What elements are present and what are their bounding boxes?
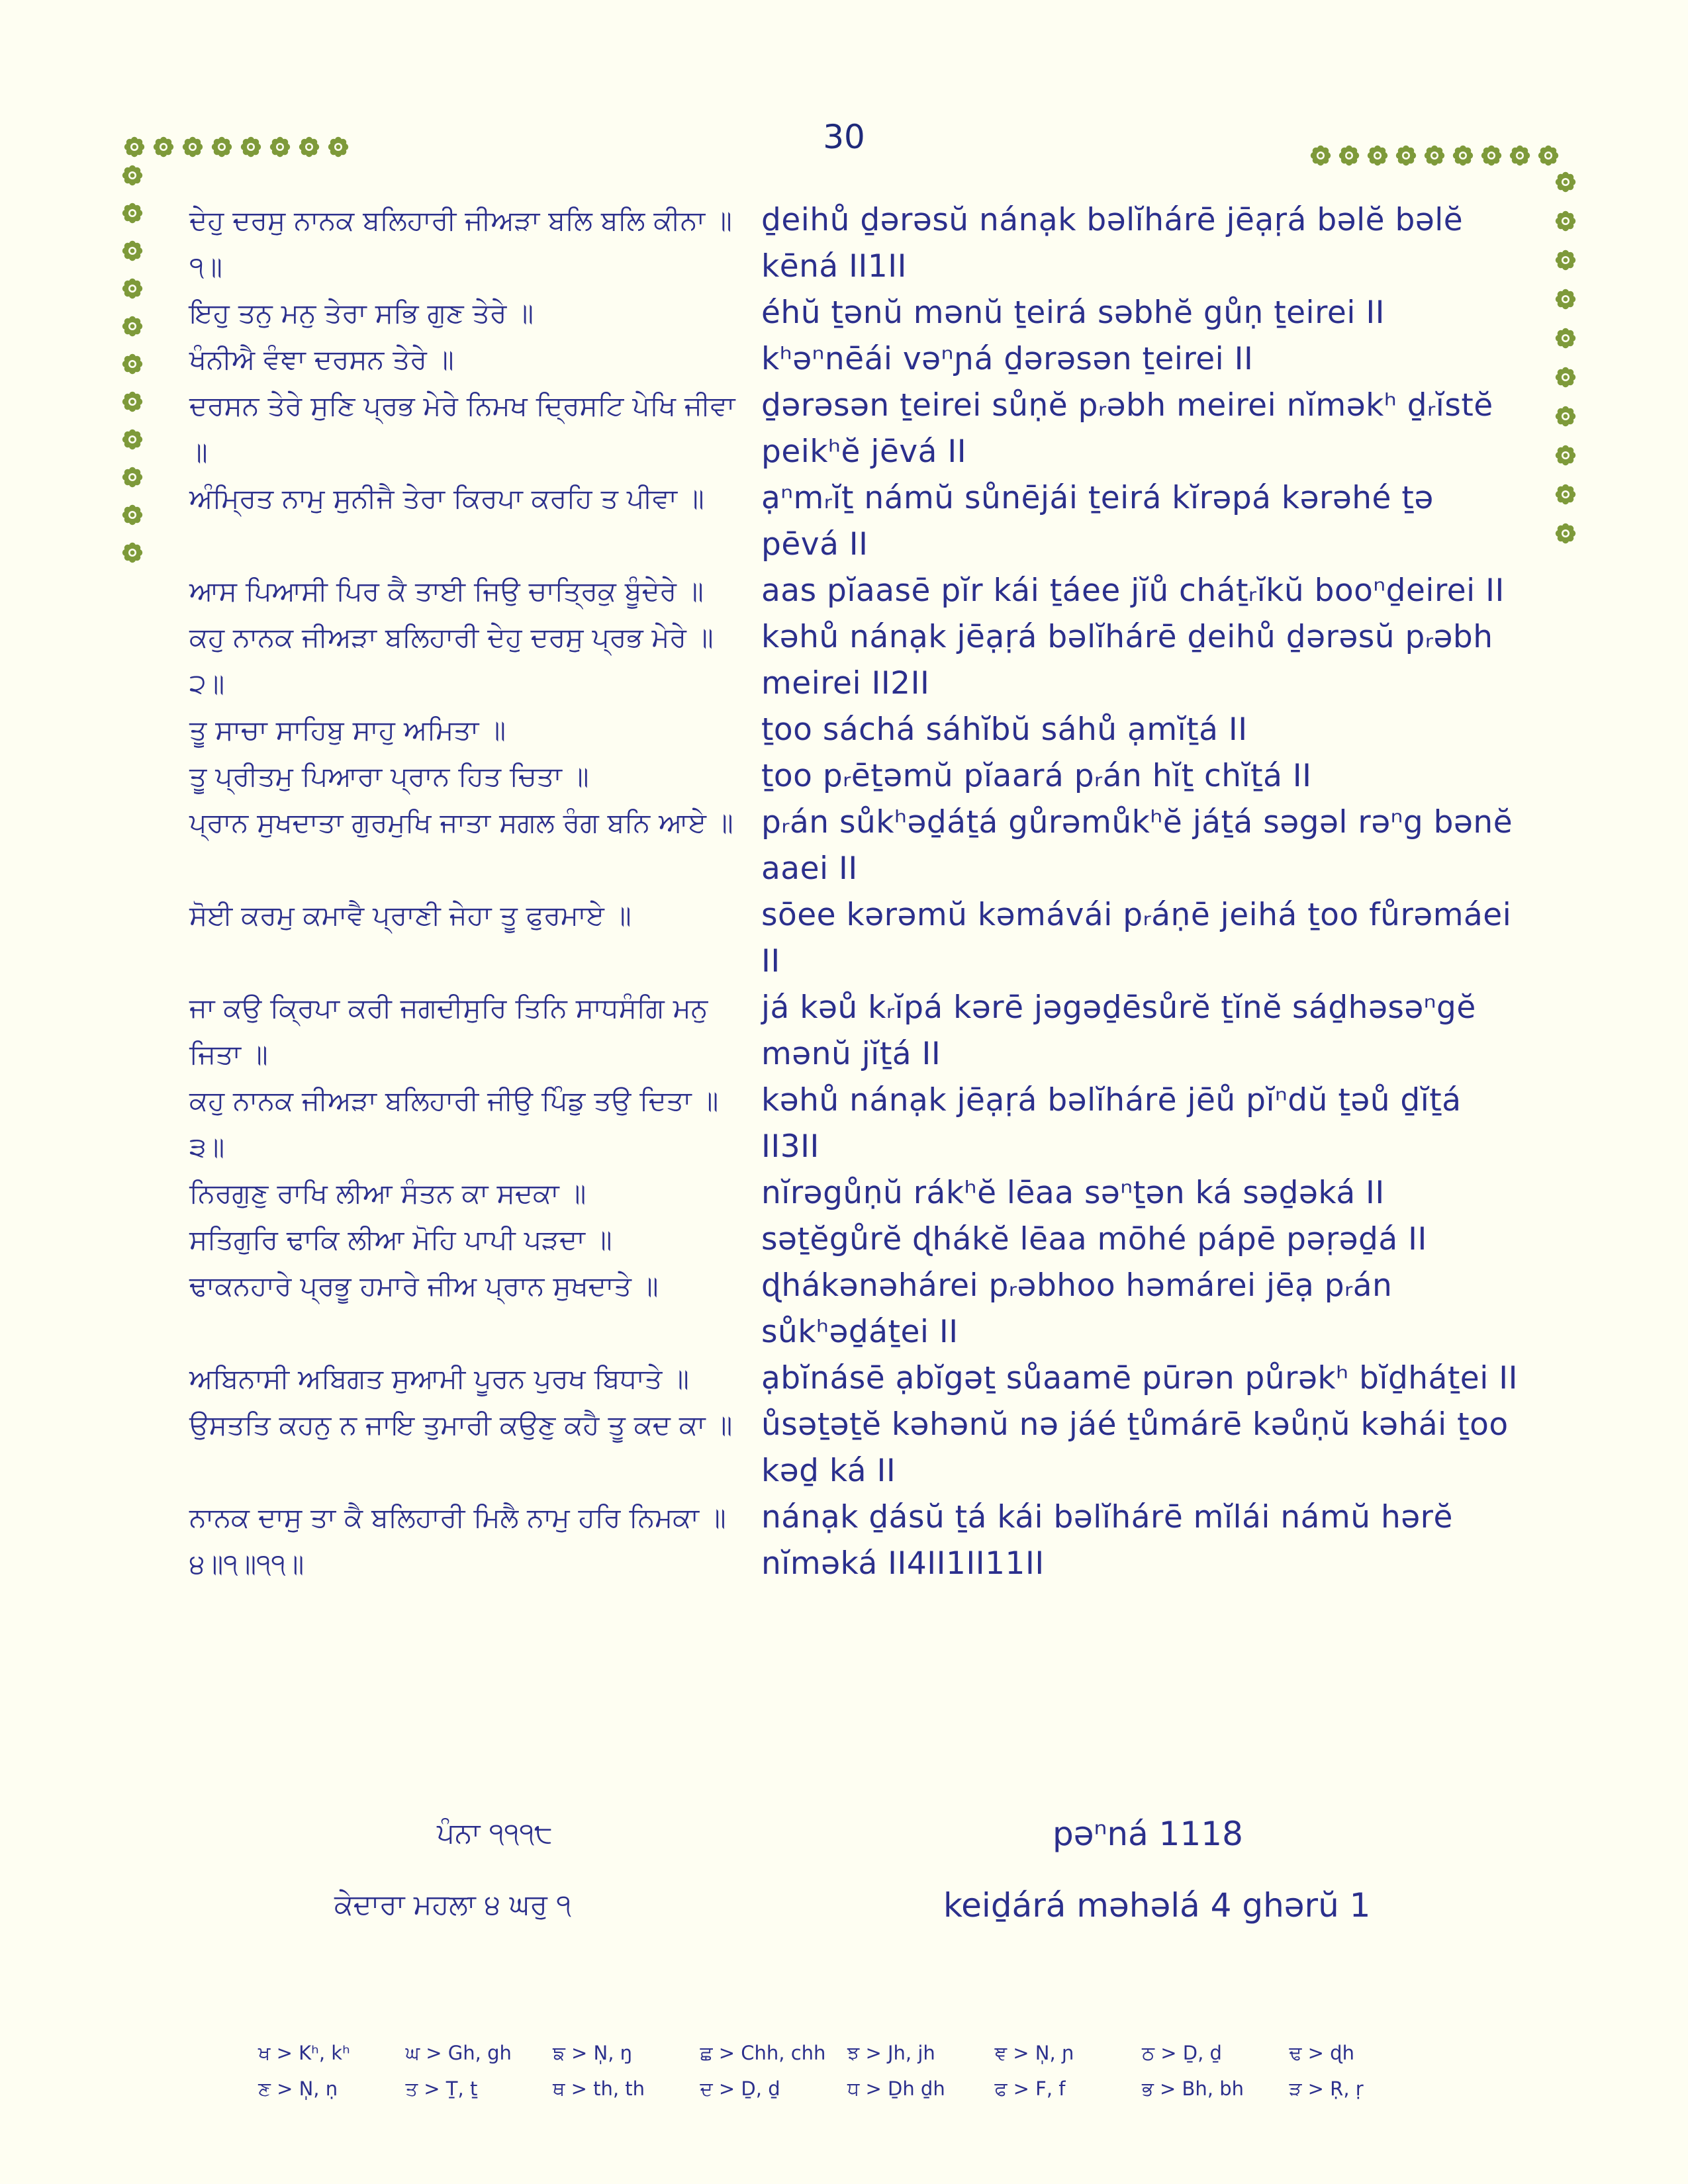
flower-icon [1338,144,1360,167]
legend-item: ਢ > ɖh [1289,2041,1354,2064]
flower-icon [123,136,146,158]
page-number: 30 [823,118,865,156]
verse-table [189,197,1520,1587]
verse-row [189,475,1520,568]
legend-row [258,2035,1436,2071]
flower-icon [1554,171,1577,193]
raag-heading-translit: keiḏárá məhəlá 4 ghərŭ 1 [943,1886,1371,1925]
flower-icon [1554,249,1577,271]
verse-gurmukhi: ਖੰਨੀਐ ਵੰਞਾ ਦਰਸਨ ਤੇਰੇ ॥ [189,343,454,375]
verse-transliteration: kʰəⁿnēái vəⁿɲá ḏərəsən ṯeirei II [761,341,1254,377]
verse-gurmukhi: ਇਹੁ ਤਨੁ ਮਨੁ ਤੇਰਾ ਸਭਿ ਗੁਣ ਤੇਰੇ ॥ [189,297,534,329]
verse-gurmukhi: ਦੇਹੁ ਦਰਸੁ ਨਾਨਕ ਬਲਿਹਾਰੀ ਜੀਅੜਾ ਬਲਿ ਬਲਿ ਕੀਨਾ ॥੧॥ [189,205,732,283]
verse-gurmukhi: ਆਸ ਪਿਆਸੀ ਪਿਰ ਕੈ ਤਾਈ ਜਿਉ ਚਾਤ੍ਰਿਕੁ ਬੂੰਦੇਰੇ ॥ [189,575,704,607]
flower-icon [121,466,144,488]
flower-border-right [1552,171,1579,545]
page-ref-gurmukhi: ਪੰਨਾ ੧੧੧੮ [437,1817,553,1849]
verse-transliteration: já kəů kᵣĭpá kərē jəgəḏēsůrĕ ṯĭnĕ sáḏhəsəⁿgĕ mənŭ jĭṯá II [761,989,1476,1072]
verse-row [189,1494,1520,1587]
flower-icon [121,390,144,413]
verse-row [189,197,1520,290]
flower-icon [1395,144,1417,167]
verse-transliteration: ṯoo pᵣēṯəmŭ pĭaará pᵣán hĭṯ chĭṯá II [761,758,1312,794]
legend-item: ਝ > Jh, jh [847,2041,935,2064]
legend-item: ਥ > th, th [553,2077,645,2100]
legend-item: ਖ > Kʰ, kʰ [258,2041,350,2064]
flower-icon [1452,144,1474,167]
flower-icon [1480,144,1503,167]
flower-icon [1366,144,1389,167]
verse-row [189,1355,1520,1402]
verse-gurmukhi: ਢਾਕਨਹਾਰੇ ਪ੍ਰਭੂ ਹਮਾਰੇ ਜੀਅ ਪ੍ਰਾਨ ਸੁਖਦਾਤੇ ॥ [189,1270,659,1302]
raag-heading-gurmukhi: ਕੇਦਾਰਾ ਮਹਲਾ ੪ ਘਰੁ ੧ [334,1888,572,1921]
verse-transliteration: səṯĕgůrĕ ɖhákĕ lēaa mōhé pápē pəṛəḏá II [761,1221,1427,1257]
verse-row [189,1216,1520,1263]
verse-gurmukhi: ਅੰਮ੍ਰਿਤ ਨਾਮੁ ਸੁਨੀਜੈ ਤੇਰਾ ਕਿਰਪਾ ਕਰਹਿ ਤ ਪੀਵਾ ॥ [189,482,704,514]
verse-row [189,753,1520,799]
flower-icon [1554,327,1577,349]
page-ref-translit: pəⁿná 1118 [1053,1815,1243,1853]
verse-transliteration: éhŭ ṯənŭ mənŭ ṯeirá səbhĕ gůṇ ṯeirei II [761,295,1385,331]
verse-row [189,1402,1520,1494]
flower-icon [1554,366,1577,388]
verse-transliteration: nánạk ḏásŭ ṯá kái bəlĭhárē mĭlái námŭ hərĕ nĭməká II4II1II11II [761,1499,1453,1582]
verse-row [189,1170,1520,1216]
legend-item: ਘ > Gh, gh [405,2041,512,2064]
verse-gurmukhi: ਦਰਸਨ ਤੇਰੇ ਸੁਣਿ ਪ੍ਰਭ ਮੇਰੇ ਨਿਮਖ ਦ੍ਰਿਸਟਿ ਪੇਖਿ ਜੀਵਾ ॥ [189,390,735,468]
flower-icon [298,136,320,158]
flower-icon [121,315,144,338]
flower-icon [121,240,144,262]
verse-gurmukhi: ਕਹੁ ਨਾਨਕ ਜੀਅੜਾ ਬਲਿਹਾਰੀ ਦੇਹੁ ਦਰਸੁ ਪ੍ਰਭ ਮੇਰੇ ॥੨॥ [189,621,714,700]
flower-icon [1309,144,1332,167]
verse-gurmukhi: ਤੂ ਪ੍ਰੀਤਮੁ ਪਿਆਰਾ ਪ੍ਰਾਨ ਹਿਤ ਚਿਤਾ ॥ [189,760,589,792]
verse-transliteration: ạbĭnásē ạbĭgəṯ sůaamē pūrən půrəkʰ bĭḏháṯei II [761,1360,1518,1396]
verse-gurmukhi: ਜਾ ਕਉ ਕ੍ਰਿਪਾ ਕਰੀ ਜਗਦੀਸੁਰਿ ਤਿਨਿ ਸਾਧਸੰਗਿ ਮਨੁ ਜਿਤਾ ॥ [189,992,708,1070]
verse-row [189,290,1520,336]
flower-icon [121,353,144,375]
verse-gurmukhi: ਸੋਈ ਕਰਮੁ ਕਮਾਵੈ ਪ੍ਰਾਣੀ ਜੇਹਾ ਤੂ ਫੁਰਮਾਏ ॥ [189,899,632,931]
legend-item: ਦ > Ḏ, ḏ [700,2077,780,2100]
verse-gurmukhi: ਨਿਰਗੁਣੁ ਰਾਖਿ ਲੀਆ ਸੰਤਨ ਕਾ ਸਦਕਾ ॥ [189,1177,586,1209]
verse-transliteration: ɖhákənəhárei pᵣəbhoo həmárei jēạ pᵣán sůkʰəḏáṯei II [761,1267,1393,1350]
verse-transliteration: kəhů nánạk jēạṛá bəlĭhárē jēů pĭⁿdŭ ṯəů ḏĭṯá II3II [761,1082,1462,1165]
flower-icon [1554,405,1577,428]
legend-item: ਣ > N̩, ṇ [258,2077,338,2100]
verse-row [189,614,1520,707]
legend-item: ਠ > Ḏ, ḏ [1142,2041,1222,2064]
legend-item: ਞ > N̩, ɲ [994,2041,1074,2064]
flower-icon [121,428,144,451]
verse-transliteration: ạⁿmᵣĭṯ námŭ sůnējái ṯeirá kĭrəpá kərəhé ṯə pēvá II [761,480,1434,563]
verse-row [189,568,1520,614]
flower-icon [1537,144,1560,167]
flower-icon [1554,288,1577,310]
flower-icon [121,541,144,564]
verse-row [189,799,1520,892]
flower-icon [121,202,144,224]
verse-row [189,985,1520,1077]
flower-icon [1554,210,1577,232]
flower-icon [121,504,144,526]
verse-transliteration: ṯoo sáchá sáhĭbŭ sáhů ạmĭṯá II [761,711,1248,748]
verse-transliteration: aas pĭaasē pĭr kái ṯáee jĭů cháṯᵣĭkŭ booⁿḏeirei II [761,572,1505,609]
transliteration-legend [258,2035,1436,2107]
verse-row [189,1263,1520,1355]
flower-icon [240,136,262,158]
legend-item: ੜ > Ṛ, ṛ [1289,2077,1364,2100]
flower-icon [152,136,175,158]
verse-transliteration: nĭrəgůṇŭ rákʰĕ lēaa səⁿṯən ká səḏəká II [761,1175,1385,1211]
verse-gurmukhi: ਨਾਨਕ ਦਾਸੁ ਤਾ ਕੈ ਬਲਿਹਾਰੀ ਮਿਲੈ ਨਾਮੁ ਹਰਿ ਨਿਮਕਾ ॥੪॥੧॥੧੧॥ [189,1502,726,1580]
verse-transliteration: ḏərəsən ṯeirei sůṇĕ pᵣəbh meirei nĭməkʰ ḏᵣĭstĕ peikʰĕ jēvá II [761,387,1493,470]
flower-icon [1554,483,1577,506]
verse-transliteration: kəhů nánạk jēạṛá bəlĭhárē ḏeihů ḏərəsŭ pᵣəbh meirei II2II [761,619,1493,702]
legend-item: ਙ > N̩, ŋ [553,2041,633,2064]
flower-icon [1554,522,1577,545]
legend-item: ਧ > Ḏh ḏh [847,2077,945,2100]
flower-border-left [119,164,146,564]
verse-row [189,336,1520,383]
flower-icon [211,136,233,158]
verse-transliteration: ůsəṯəṯĕ kəhənŭ nə jáé ṯůmárē kəůṇŭ kəhái ṯoo kəḏ ká II [761,1406,1509,1489]
legend-row [258,2071,1436,2107]
flower-icon [181,136,204,158]
flower-icon [1423,144,1446,167]
verse-row [189,1077,1520,1170]
verse-row [189,383,1520,475]
flower-icon [1509,144,1531,167]
legend-item: ਤ > Ṯ, ṯ [405,2077,478,2100]
flower-icon [269,136,291,158]
verse-transliteration: sōee kərəmŭ kəmávái pᵣáṇē jeihá ṯoo fůrəmáei II [761,897,1512,979]
verse-transliteration: pᵣán sůkʰəḏáṯá gůrəmůkʰĕ jáṯá səgəl rəⁿg bənĕ aaei II [761,804,1513,887]
legend-item: ਛ > Chh, chh [700,2041,826,2064]
flower-icon [121,164,144,187]
legend-item: ਫ > F, f [994,2077,1066,2100]
flower-border-top-left [123,134,350,160]
verse-row [189,707,1520,753]
verse-row [189,892,1520,985]
verse-gurmukhi: ਕਹੁ ਨਾਨਕ ਜੀਅੜਾ ਬਲਿਹਾਰੀ ਜੀਉ ਪਿੰਡੁ ਤਉ ਦਿਤਾ ॥੩॥ [189,1085,719,1163]
verse-gurmukhi: ਅਬਿਨਾਸੀ ਅਬਿਗਤ ਸੁਆਮੀ ਪੂਰਨ ਪੁਰਖ ਬਿਧਾਤੇ ॥ [189,1363,689,1394]
verse-gurmukhi: ਸਤਿਗੁਰਿ ਢਾਕਿ ਲੀਆ ਮੋਹਿ ਪਾਪੀ ਪੜਦਾ ॥ [189,1224,612,1255]
flower-border-top-right [1309,142,1560,169]
verse-gurmukhi: ਤੂ ਸਾਚਾ ਸਾਹਿਬੁ ਸਾਹੁ ਅਮਿਤਾ ॥ [189,714,506,746]
flower-icon [1554,444,1577,467]
verse-gurmukhi: ਪ੍ਰਾਨ ਸੁਖਦਾਤਾ ਗੁਰਮੁਖਿ ਜਾਤਾ ਸਗਲ ਰੰਗ ਬਨਿ ਆਏ ॥ [189,807,733,839]
verse-transliteration: ḏeihů ḏərəsŭ nánạk bəlĭhárē jēạṛá bəlĕ bəlĕ kēná II1II [761,202,1464,285]
legend-item: ਭ > Bh, bh [1142,2077,1244,2100]
flower-icon [327,136,350,158]
flower-icon [121,277,144,300]
verse-gurmukhi: ਉਸਤਤਿ ਕਹਨੁ ਨ ਜਾਇ ਤੁਮਾਰੀ ਕਉਣੁ ਕਹੈ ਤੂ ਕਦ ਕਾ ॥ [189,1409,733,1441]
